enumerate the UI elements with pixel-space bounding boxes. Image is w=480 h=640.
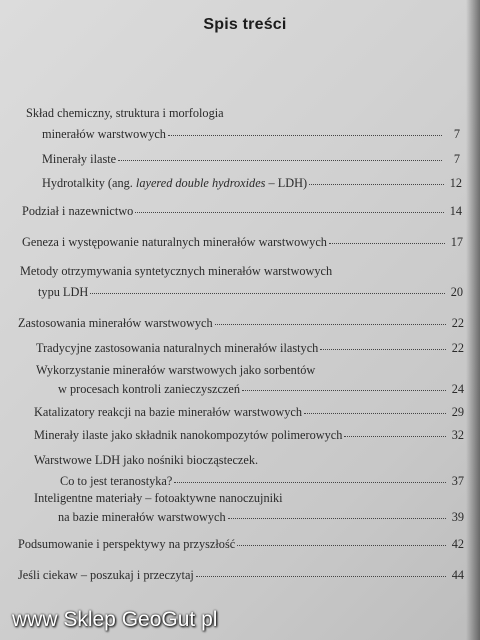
toc-page-number: 24 (451, 382, 464, 396)
toc-entry-text: Geneza i występowanie naturalnych minerałów warstwowych (22, 235, 327, 249)
toc-entry (18, 316, 464, 331)
toc-entry (58, 510, 464, 525)
toc-entry (58, 382, 464, 397)
leader-dots (196, 576, 446, 577)
toc-page-number: 20 (450, 285, 463, 299)
toc-entry (42, 152, 460, 167)
toc-entry-text: Minerały ilaste (42, 152, 117, 166)
leader-dots (90, 293, 445, 294)
leader-dots (304, 413, 446, 414)
toc-page-number: 12 (449, 176, 462, 190)
toc-page-number: 42 (451, 537, 464, 551)
toc-entry-text (42, 176, 307, 191)
toc-page-number: 32 (451, 428, 464, 442)
toc-entry-text: Katalizatory reakcji na bazie minerałów warstwowych (34, 405, 303, 419)
watermark: www Sklep GeoGut pl (12, 608, 218, 631)
toc-page-number: 14 (449, 204, 462, 218)
leader-dots (329, 243, 445, 244)
toc-entry-text: w procesach kontroli zanieczyszczeń (58, 382, 240, 396)
toc-entry (38, 285, 463, 300)
toc-entry-text: Jeśli ciekaw – poszukaj i przeczytaj (18, 568, 194, 582)
leader-dots (309, 184, 444, 185)
toc-entry-text: typu LDH (38, 285, 89, 299)
toc-page-number: 7 (453, 127, 460, 141)
leader-dots (237, 545, 446, 546)
toc-entry (42, 176, 462, 191)
toc-page-number: 22 (451, 341, 464, 355)
toc-page-number: 22 (451, 316, 464, 330)
toc-entry (36, 341, 464, 356)
toc-entry (34, 428, 464, 443)
leader-dots (320, 349, 446, 350)
toc-entry-text: Minerały ilaste jako składnik nanokompozytów polimerowych (34, 428, 343, 442)
leader-dots (344, 436, 446, 437)
toc-entry (60, 474, 464, 489)
toc-entry-text: Tradycyjne zastosowania naturalnych minerałów ilastych (36, 341, 319, 355)
toc-entry-text: Co to jest teranostyka? (60, 474, 173, 488)
leader-dots (242, 390, 446, 391)
toc-entry-text-pre: Hydrotalkity (ang. (42, 176, 136, 190)
toc-entry-line1: Wykorzystanie minerałów warstwowych jako sorbentów (36, 363, 316, 377)
leader-dots (174, 482, 446, 483)
leader-dots (135, 212, 444, 213)
toc-entry (22, 235, 463, 250)
toc-page-number: 7 (453, 152, 460, 166)
toc-page-number: 39 (451, 510, 464, 524)
toc-entry-line1: Inteligentne materiały – fotoaktywne nanoczujniki (34, 491, 283, 505)
toc-entry (42, 127, 460, 142)
toc-entry (34, 405, 464, 420)
toc-entry-text: Zastosowania minerałów warstwowych (18, 316, 213, 330)
toc-page-number: 29 (451, 405, 464, 419)
toc-entry-text: minerałów warstwowych (42, 127, 166, 141)
leader-dots (118, 160, 442, 161)
toc-entry (22, 204, 462, 219)
toc-entry-line1: Skład chemiczny, struktura i morfologia (26, 106, 224, 120)
toc-entry-text: na bazie minerałów warstwowych (58, 510, 226, 524)
toc-entry-text-post: – LDH) (265, 176, 308, 190)
toc-page-number: 37 (451, 474, 464, 488)
toc-entry-text: Podsumowanie i perspektywy na przyszłość (18, 537, 236, 551)
leader-dots (168, 135, 442, 136)
toc-entry-text: Podział i nazewnictwo (22, 204, 134, 218)
toc-page-number: 17 (450, 235, 463, 249)
toc-entry-text-italic: layered double hydroxides (135, 176, 266, 190)
leader-dots (215, 324, 446, 325)
toc-page-number: 44 (451, 568, 464, 582)
leader-dots (228, 518, 446, 519)
toc-heading: Spis treści (203, 16, 287, 33)
toc-entry (18, 568, 464, 583)
toc-entry (18, 537, 464, 552)
toc-entry-line1: Metody otrzymywania syntetycznych minerałów warstwowych (20, 264, 333, 278)
toc-entry-line1: Warstwowe LDH jako nośniki biocząsteczek. (34, 453, 259, 467)
